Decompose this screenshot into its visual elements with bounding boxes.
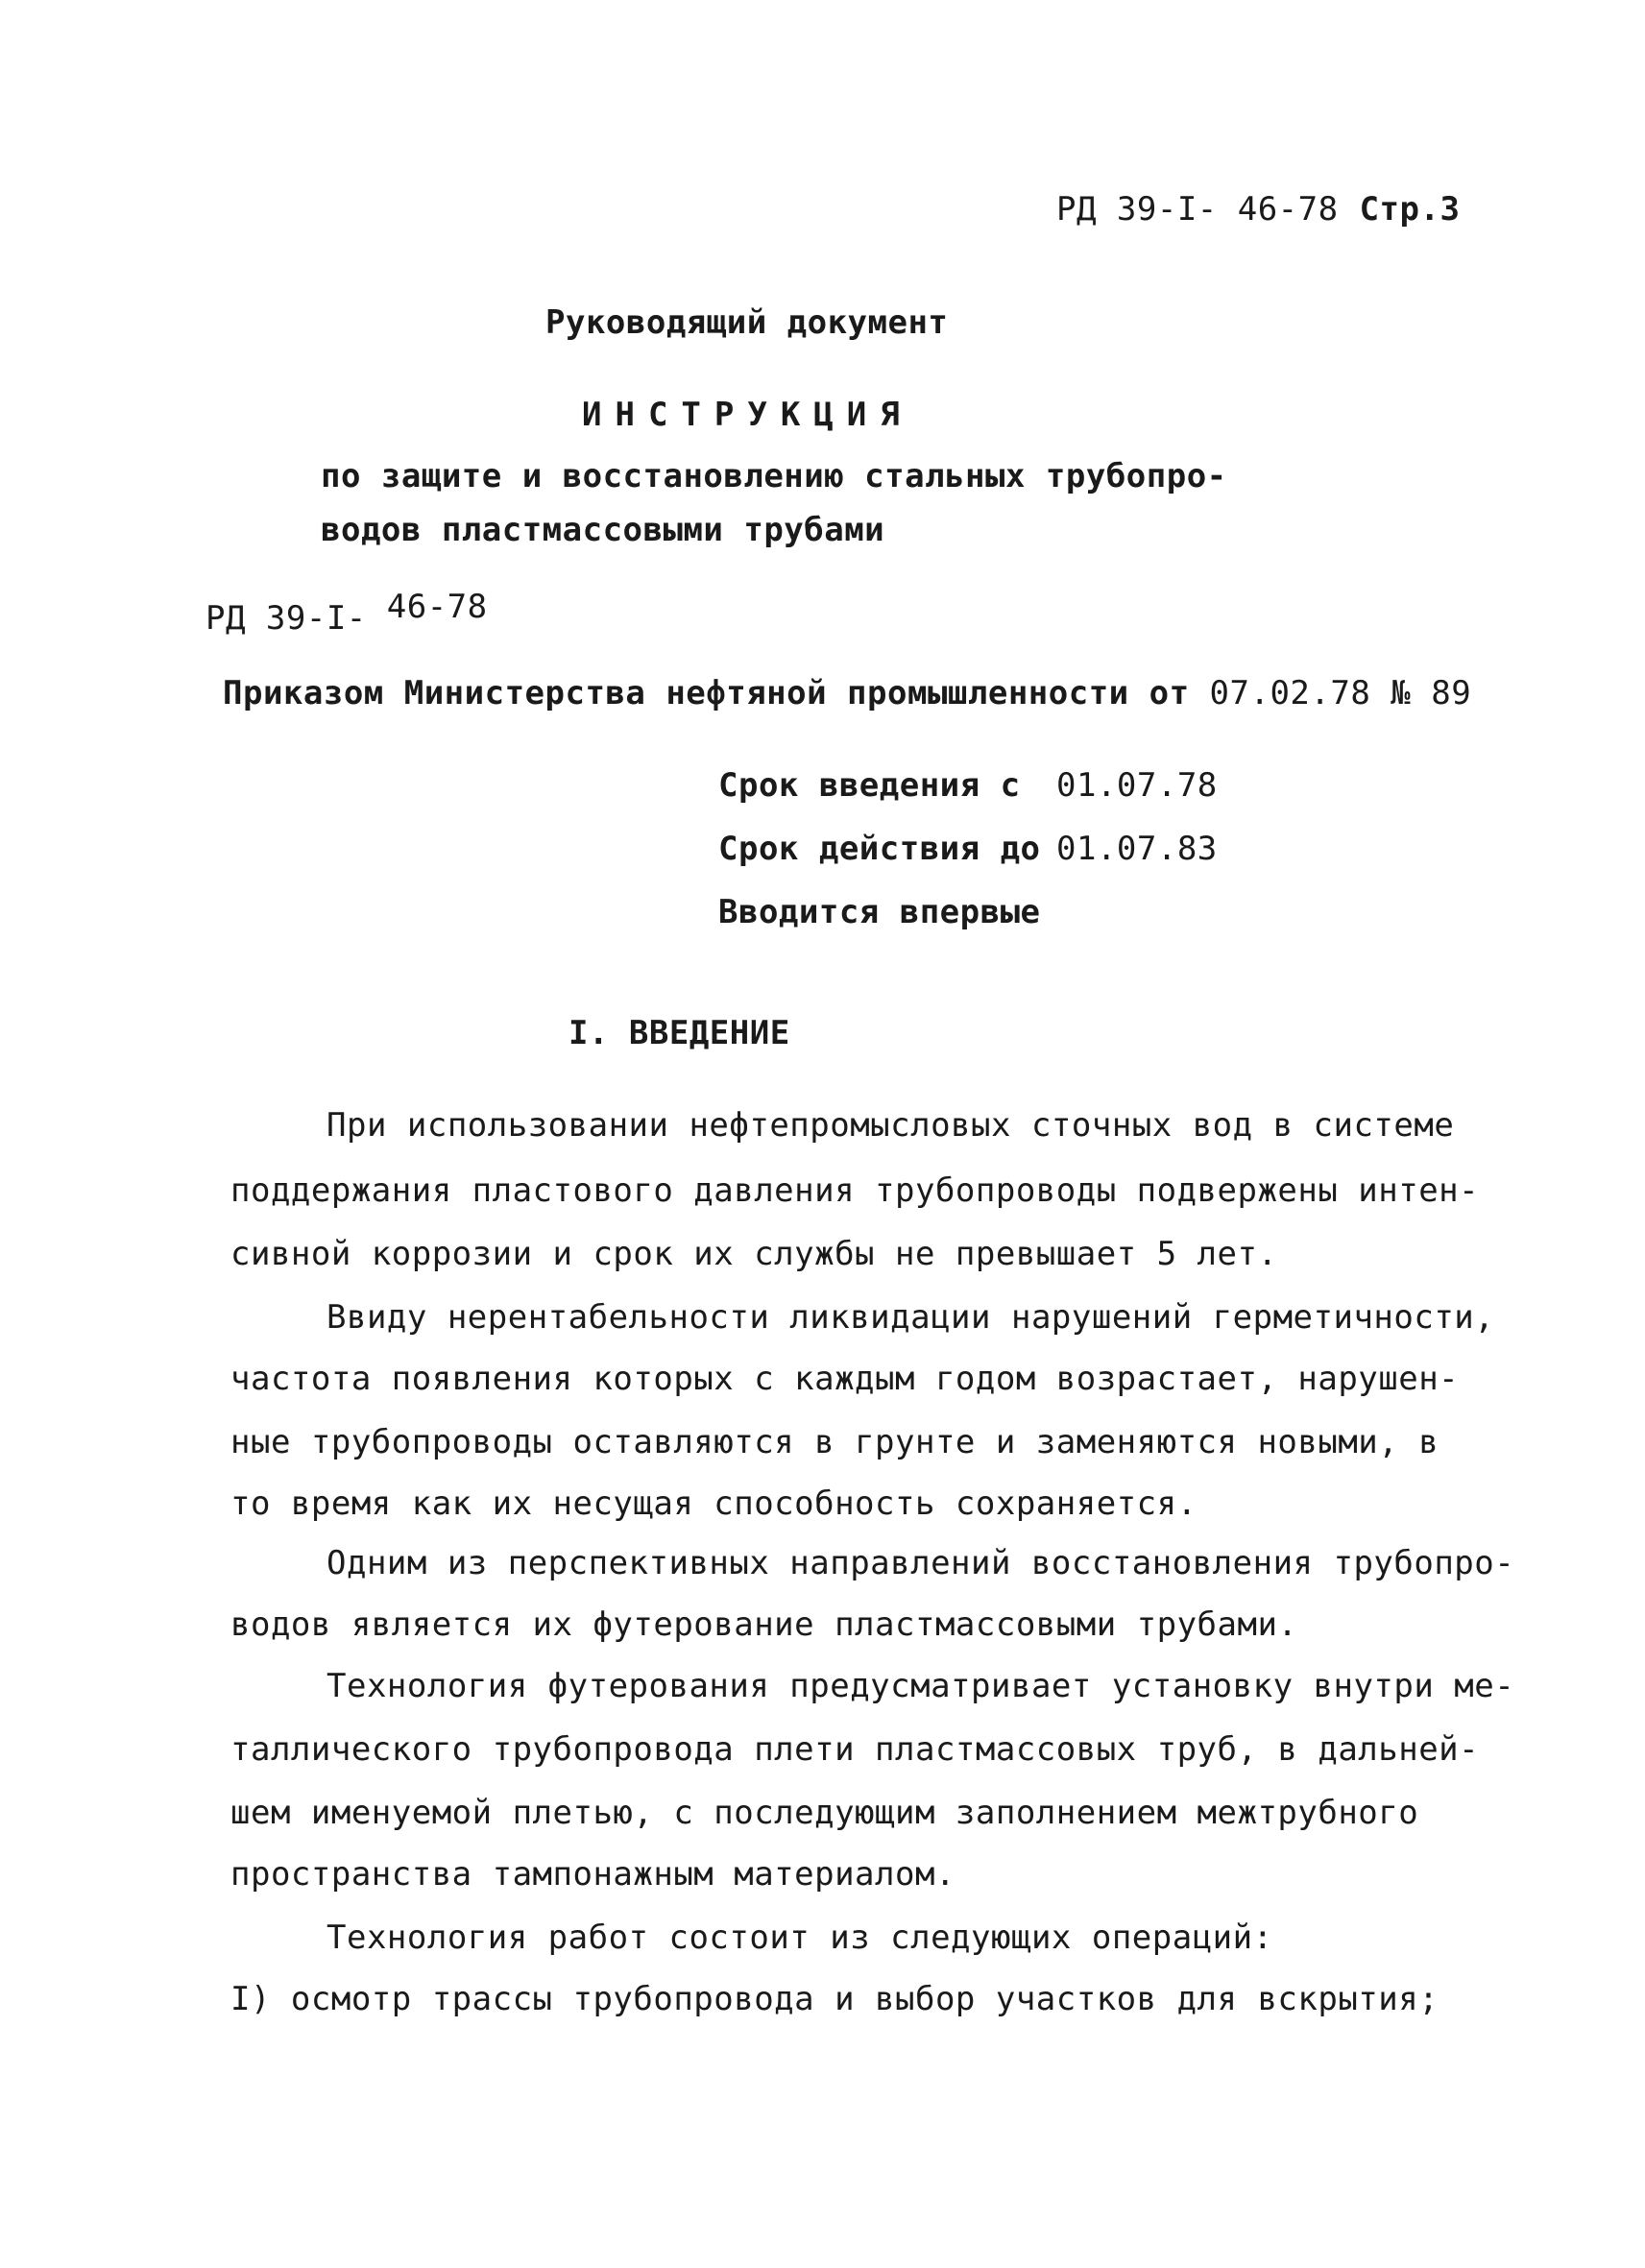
document-kind: Руководящий документ — [545, 303, 949, 342]
body-text-line: таллического трубопровода плети пластмассовых труб, в дальней- — [230, 1730, 1480, 1769]
body-text-line: то время как их несущая способность сохраняется. — [230, 1484, 1197, 1523]
header-doc-ref: РД 39-I- 46-78 — [1056, 190, 1339, 229]
document-number — [206, 588, 488, 639]
document-number-suffix: 46-78 — [386, 588, 488, 626]
term-effective-from — [718, 764, 1218, 807]
page-header — [1056, 188, 1460, 230]
term-label: Срок действия до — [718, 830, 1041, 868]
term-label: Вводится впервые — [718, 893, 1041, 931]
document-subtitle-line-1: по защите и восстановлению стальных трубопро- — [321, 457, 1227, 495]
term-value: 01.07.83 — [1056, 830, 1218, 868]
body-text-line: ные трубопроводы оставляются в грунте и заменяются новыми, в — [230, 1423, 1439, 1461]
term-label: Срок введения с — [718, 766, 1021, 805]
body-text-line: шем именуемой плетью, с последующим заполнением межтрубного — [230, 1794, 1419, 1832]
document-number-prefix: РД 39-I- — [206, 599, 367, 638]
body-text-line: Технология работ состоит из следующих операций: — [327, 1918, 1273, 1957]
approval-order — [223, 672, 1471, 714]
term-value: 01.07.78 — [1056, 766, 1218, 805]
body-text-line: водов является их футерование пластмассовыми трубами. — [230, 1605, 1298, 1644]
term-introduced-first-time — [718, 891, 1041, 933]
body-text-line: Технология футерования предусматривает установку внутри ме- — [327, 1667, 1515, 1705]
body-text-line: I) осмотр трассы трубопровода и выбор участков для вскрытия; — [230, 1980, 1439, 2018]
body-text-line: пространства тампонажным материалом. — [230, 1855, 956, 1894]
approval-order-number: № 89 — [1391, 674, 1472, 712]
approval-order-date: 07.02.78 — [1209, 674, 1371, 712]
document-subtitle-line-2: водов пластмассовыми трубами — [321, 511, 885, 549]
body-text-line: Ввиду нерентабельности ликвидации нарушений герметичности, — [327, 1298, 1495, 1337]
section-heading: I. ВВЕДЕНИЕ — [568, 1014, 790, 1052]
body-text-line: сивной коррозии и срок их службы не превышает 5 лет. — [230, 1235, 1278, 1273]
term-valid-until — [718, 828, 1218, 870]
header-page-number: Стр.3 — [1359, 190, 1461, 229]
body-text-line: При использовании нефтепромысловых сточных вод в системе — [327, 1106, 1455, 1145]
body-text-line: частота появления которых с каждым годом возрастает, нарушен- — [230, 1360, 1460, 1398]
body-text-line: Одним из перспективных направлений восстановления трубопро- — [327, 1544, 1515, 1582]
body-text-line: поддержания пластового давления трубопроводы подвержены интен- — [230, 1171, 1480, 1210]
document-title: ИНСТРУКЦИЯ — [582, 396, 913, 434]
approval-order-text: Приказом Министерства нефтяной промышленности от — [223, 674, 1190, 712]
